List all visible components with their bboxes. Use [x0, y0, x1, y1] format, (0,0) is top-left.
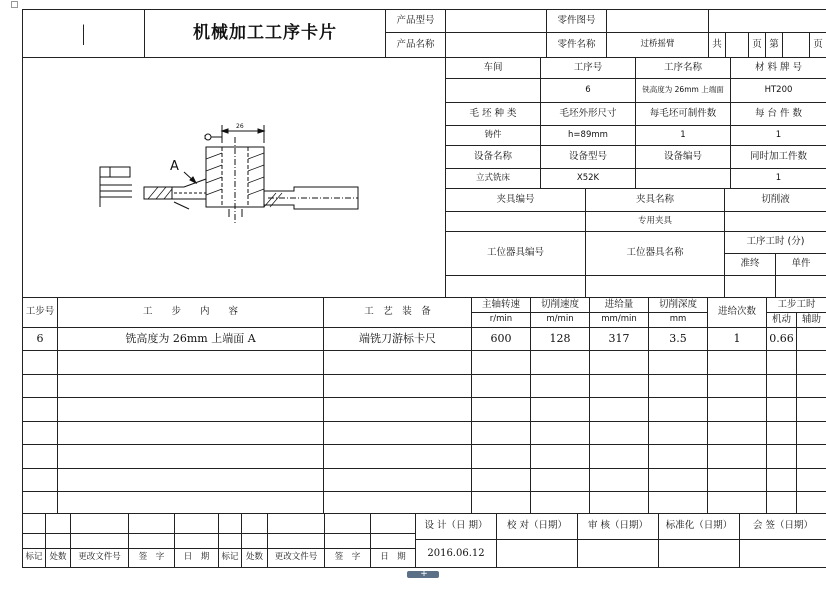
spindle-speed-unit: r/min — [471, 312, 531, 328]
plus-icon: + — [420, 569, 428, 579]
date-label-1: 日 期 — [174, 548, 219, 568]
circle-marker-label: 1 — [203, 136, 207, 141]
empty-step-cell[interactable] — [707, 444, 767, 469]
review-label: 审 核（日期） — [577, 513, 659, 540]
no-label: 第 — [765, 32, 783, 58]
empty-step-cell[interactable] — [766, 397, 797, 422]
footer-blank[interactable] — [267, 513, 325, 534]
change-doc-label-2: 更改文件号 — [267, 548, 325, 568]
empty-step-cell[interactable] — [589, 374, 649, 398]
empty-step-cell[interactable] — [471, 468, 531, 492]
product-name-value[interactable] — [445, 32, 547, 58]
footer-blank[interactable] — [70, 533, 129, 549]
process-no-value[interactable]: 6 — [540, 78, 636, 103]
footer-blank[interactable] — [370, 513, 416, 534]
empty-step-cell[interactable] — [530, 350, 590, 375]
card-title: 机械加工工序卡片 — [144, 9, 386, 58]
coolant-value[interactable] — [724, 211, 826, 232]
feed-unit: mm/min — [589, 312, 649, 328]
unit-time-value[interactable] — [775, 275, 826, 298]
standardization-date-value[interactable] — [658, 539, 740, 568]
fixture-name-value[interactable]: 专用夹具 — [585, 211, 725, 232]
empty-step-cell[interactable] — [22, 421, 58, 445]
empty-step-cell[interactable] — [471, 374, 531, 398]
fixture-name-label: 夹具名称 — [585, 188, 725, 212]
design-label: 设 计（日 期） — [415, 513, 497, 540]
empty-step-cell[interactable] — [648, 468, 708, 492]
page-no-value[interactable] — [782, 32, 810, 58]
cut-depth-header: 切削深度 — [648, 297, 708, 313]
empty-step-cell[interactable] — [648, 444, 708, 469]
workshop-label: 车间 — [445, 57, 541, 79]
product-model-label: 产品型号 — [385, 9, 446, 33]
process-sketch-area — [22, 57, 446, 298]
step-row-equipment[interactable]: 端铣刀游标卡尺 — [323, 327, 472, 351]
footer-blank[interactable] — [70, 513, 129, 534]
empty-step-cell[interactable] — [323, 374, 472, 398]
aux-time-header: 辅助 — [796, 312, 826, 328]
page-label-1: 页 — [748, 32, 766, 58]
feed-header: 进给量 — [589, 297, 649, 313]
blank-size-label: 毛坯外形尺寸 — [540, 102, 636, 126]
footer-blank[interactable] — [324, 513, 371, 534]
material-label: 材 料 牌 号 — [730, 57, 826, 79]
equip-no-value[interactable] — [635, 168, 731, 189]
empty-step-cell[interactable] — [707, 397, 767, 422]
empty-step-cell[interactable] — [648, 421, 708, 445]
equip-no-label: 设备编号 — [635, 145, 731, 169]
spindle-speed-header: 主轴转速 — [471, 297, 531, 313]
step-content-header: 工 步 内 容 — [57, 297, 324, 328]
workshop-value[interactable] — [445, 78, 541, 103]
blank-type-value[interactable]: 铸件 — [445, 125, 541, 146]
equip-name-label: 设备名称 — [445, 145, 541, 169]
footer-blank[interactable] — [218, 513, 242, 534]
mark-label-1: 标记 — [22, 548, 46, 568]
change-doc-label-1: 更改文件号 — [70, 548, 129, 568]
part-name-value[interactable]: 过桥摇臂 — [606, 32, 709, 58]
mark-label-2: 标记 — [218, 548, 242, 568]
proof-label: 校 对（日期） — [496, 513, 578, 540]
footer-blank[interactable] — [22, 513, 46, 534]
surface-a-label: A — [170, 159, 179, 174]
total-pages-value[interactable] — [725, 32, 749, 58]
part-name-label: 零件名称 — [546, 32, 607, 58]
part-sketch — [24, 59, 444, 296]
footer-blank[interactable] — [241, 513, 268, 534]
step-row-machine-time[interactable]: 0.66 — [766, 327, 797, 351]
step-row-passes[interactable]: 1 — [707, 327, 767, 351]
footer-blank[interactable] — [45, 513, 71, 534]
step-no-header: 工步号 — [22, 297, 58, 328]
step-row-content[interactable]: 铣高度为 26mm 上端面 A — [57, 327, 324, 351]
step-row-no[interactable]: 6 — [22, 327, 58, 351]
step-row-feed[interactable]: 317 — [589, 327, 649, 351]
empty-step-cell[interactable] — [648, 374, 708, 398]
process-time-label: 工序工时 (分) — [724, 231, 826, 254]
footer-blank[interactable] — [174, 513, 219, 534]
station-tool-name-value[interactable] — [585, 275, 725, 298]
fixture-no-value[interactable] — [445, 211, 586, 232]
empty-step-cell[interactable] — [766, 444, 797, 469]
empty-step-cell[interactable] — [766, 350, 797, 375]
table-move-handle[interactable] — [11, 1, 18, 8]
process-name-value[interactable]: 铣高度为 26mm 上端面 — [635, 78, 731, 103]
step-time-header: 工步工时 — [766, 297, 826, 313]
coolant-label: 切削液 — [724, 188, 826, 212]
standardization-label: 标准化（日期） — [658, 513, 740, 540]
station-tool-no-value[interactable] — [445, 275, 586, 298]
empty-step-cell[interactable] — [57, 444, 324, 469]
empty-step-cell[interactable] — [589, 350, 649, 375]
empty-step-cell[interactable] — [766, 374, 797, 398]
empty-step-cell[interactable] — [648, 397, 708, 422]
design-date-value[interactable]: 2016.06.12 — [415, 539, 497, 568]
empty-step-cell[interactable] — [323, 468, 472, 492]
empty-step-cell[interactable] — [796, 468, 826, 492]
empty-step-cell[interactable] — [323, 350, 472, 375]
cut-depth-unit: mm — [648, 312, 708, 328]
station-tool-no-label: 工位器具编号 — [445, 231, 586, 276]
empty-step-cell[interactable] — [530, 397, 590, 422]
empty-step-cell[interactable] — [323, 444, 472, 469]
empty-step-cell[interactable] — [530, 374, 590, 398]
empty-step-cell[interactable] — [471, 421, 531, 445]
empty-step-cell[interactable] — [796, 444, 826, 469]
footer-blank[interactable] — [45, 533, 71, 549]
text-cursor: | — [80, 21, 87, 45]
empty-step-cell[interactable] — [589, 468, 649, 492]
station-tool-name-label: 工位器具名称 — [585, 231, 725, 276]
footer-blank[interactable] — [241, 533, 268, 549]
empty-step-cell[interactable] — [323, 421, 472, 445]
empty-step-cell[interactable] — [589, 397, 649, 422]
empty-step-cell[interactable] — [22, 397, 58, 422]
empty-step-cell[interactable] — [57, 397, 324, 422]
passes-header: 进给次数 — [707, 297, 767, 328]
step-equipment-header: 工 艺 装 备 — [323, 297, 472, 328]
header-empty-cell[interactable] — [708, 9, 826, 33]
empty-step-cell[interactable] — [57, 350, 324, 375]
step-row-aux-time[interactable] — [796, 327, 826, 351]
process-no-label: 工序号 — [540, 57, 636, 79]
prep-time-value[interactable] — [724, 275, 776, 298]
total-label: 共 — [708, 32, 726, 58]
review-date-value[interactable] — [577, 539, 659, 568]
empty-step-cell[interactable] — [707, 374, 767, 398]
count-label-1: 处数 — [45, 548, 71, 568]
step-row-speed[interactable]: 128 — [530, 327, 590, 351]
empty-step-cell[interactable] — [471, 350, 531, 375]
footer-blank[interactable] — [22, 533, 46, 549]
count-label-2: 处数 — [241, 548, 268, 568]
process-name-label: 工序名称 — [635, 57, 731, 79]
empty-step-cell[interactable] — [22, 468, 58, 492]
empty-step-cell[interactable] — [707, 468, 767, 492]
empty-step-cell[interactable] — [530, 468, 590, 492]
blank-type-label: 毛 坯 种 类 — [445, 102, 541, 126]
empty-step-cell[interactable] — [57, 374, 324, 398]
blank-size-value[interactable]: h=89mm — [540, 125, 636, 146]
empty-step-cell[interactable] — [57, 421, 324, 445]
footer-blank[interactable] — [128, 533, 175, 549]
parts-per-unit-value[interactable]: 1 — [730, 125, 826, 146]
footer-blank[interactable] — [370, 533, 416, 549]
parts-per-unit-label: 每 台 件 数 — [730, 102, 826, 126]
equip-model-label: 设备型号 — [540, 145, 636, 169]
parts-per-blank-value[interactable]: 1 — [635, 125, 731, 146]
empty-step-cell[interactable] — [22, 444, 58, 469]
empty-step-cell[interactable] — [766, 421, 797, 445]
empty-step-cell[interactable] — [57, 468, 324, 492]
fixture-no-label: 夹具编号 — [445, 188, 586, 212]
step-row-depth[interactable]: 3.5 — [648, 327, 708, 351]
empty-step-cell[interactable] — [471, 444, 531, 469]
empty-step-cell[interactable] — [796, 421, 826, 445]
product-name-label: 产品名称 — [385, 32, 446, 58]
simul-parts-value[interactable]: 1 — [730, 168, 826, 189]
empty-step-cell[interactable] — [589, 421, 649, 445]
empty-step-cell[interactable] — [530, 444, 590, 469]
unit-time-label: 单件 — [775, 253, 826, 276]
countersign-label: 会 签（日期） — [739, 513, 826, 540]
equip-name-value[interactable]: 立式铣床 — [445, 168, 541, 189]
empty-step-cell[interactable] — [589, 444, 649, 469]
dimension-26-label: 26 — [236, 123, 244, 130]
empty-step-cell[interactable] — [766, 468, 797, 492]
part-drawing-no-value[interactable] — [606, 9, 709, 33]
empty-step-cell[interactable] — [22, 350, 58, 375]
sign-label-1: 签 字 — [128, 548, 175, 568]
sign-label-2: 签 字 — [324, 548, 371, 568]
footer-blank[interactable] — [267, 533, 325, 549]
page-label-2: 页 — [809, 32, 826, 58]
equip-model-value[interactable]: X52K — [540, 168, 636, 189]
step-row-spindle[interactable]: 600 — [471, 327, 531, 351]
cutting-speed-unit: m/min — [530, 312, 590, 328]
machine-time-header: 机动 — [766, 312, 797, 328]
part-drawing-no-label: 零件图号 — [546, 9, 607, 33]
footer-blank[interactable] — [174, 533, 219, 549]
parts-per-blank-label: 每毛坯可制件数 — [635, 102, 731, 126]
empty-step-cell[interactable] — [796, 374, 826, 398]
empty-step-cell[interactable] — [796, 350, 826, 375]
footer-blank[interactable] — [128, 513, 175, 534]
product-model-value[interactable] — [445, 9, 547, 33]
empty-step-cell[interactable] — [471, 397, 531, 422]
footer-blank[interactable] — [218, 533, 242, 549]
empty-step-cell[interactable] — [796, 397, 826, 422]
prep-time-label: 准终 — [724, 253, 776, 276]
date-label-2: 日 期 — [370, 548, 416, 568]
simul-parts-label: 同时加工件数 — [730, 145, 826, 169]
empty-step-cell[interactable] — [707, 421, 767, 445]
empty-step-cell[interactable] — [530, 421, 590, 445]
footer-blank[interactable] — [324, 533, 371, 549]
text-cursor-cell[interactable] — [22, 9, 145, 58]
empty-step-cell[interactable] — [323, 397, 472, 422]
cutting-speed-header: 切削速度 — [530, 297, 590, 313]
empty-step-cell[interactable] — [648, 350, 708, 375]
empty-step-cell[interactable] — [22, 374, 58, 398]
empty-step-cell[interactable] — [707, 350, 767, 375]
material-value[interactable]: HT200 — [730, 78, 826, 103]
proof-date-value[interactable] — [496, 539, 578, 568]
countersign-date-value[interactable] — [739, 539, 826, 568]
